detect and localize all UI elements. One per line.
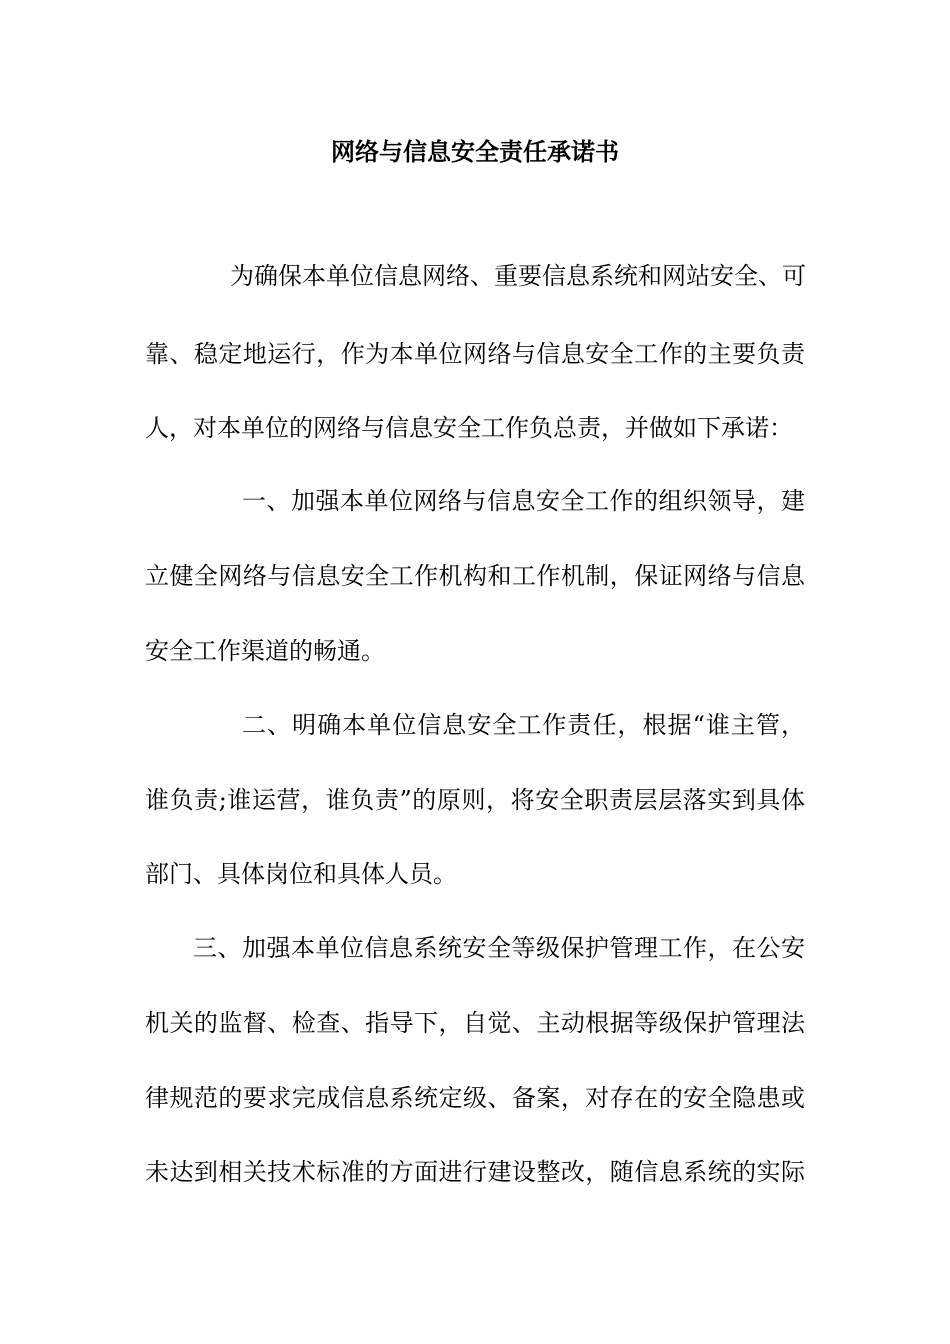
- paragraph-2-line-3: 安全工作渠道的畅通。: [145, 637, 385, 665]
- paragraph-4-line-3: 律规范的要求完成信息系统定级、备案，对存在的安全隐患或: [145, 1084, 805, 1112]
- paragraph-1-line-3: 人，对本单位的网络与信息安全工作负总责，并做如下承诺：: [145, 414, 793, 442]
- paragraph-1-line-2: 靠、稳定地运行，作为本单位网络与信息安全工作的主要负责: [145, 340, 805, 368]
- paragraph-2-line-2: 立健全网络与信息安全工作机构和工作机制，保证网络与信息: [145, 562, 805, 590]
- paragraph-1-line-1: 为确保本单位信息网络、重要信息系统和网站安全、可: [230, 262, 806, 290]
- paragraph-4-line-4: 未达到相关技术标准的方面进行建设整改，随信息系统的实际: [145, 1158, 805, 1186]
- paragraph-3-line-3: 部门、具体岗位和具体人员。: [145, 860, 457, 888]
- paragraph-4-line-2: 机关的监督、检查、指导下，自觉、主动根据等级保护管理法: [145, 1009, 805, 1037]
- paragraph-3-line-1: 二、明确本单位信息安全工作责任，根据“谁主管，: [242, 711, 805, 739]
- paragraph-3-line-2: 谁负责;谁运营，谁负责”的原则，将安全职责层层落实到具体: [145, 786, 805, 814]
- document-title: 网络与信息安全责任承诺书: [331, 138, 619, 166]
- paragraph-2-line-1: 一、加强本单位网络与信息安全工作的组织领导，建: [242, 487, 805, 515]
- paragraph-4-line-1: 三、加强本单位信息系统安全等级保护管理工作，在公安: [193, 934, 805, 962]
